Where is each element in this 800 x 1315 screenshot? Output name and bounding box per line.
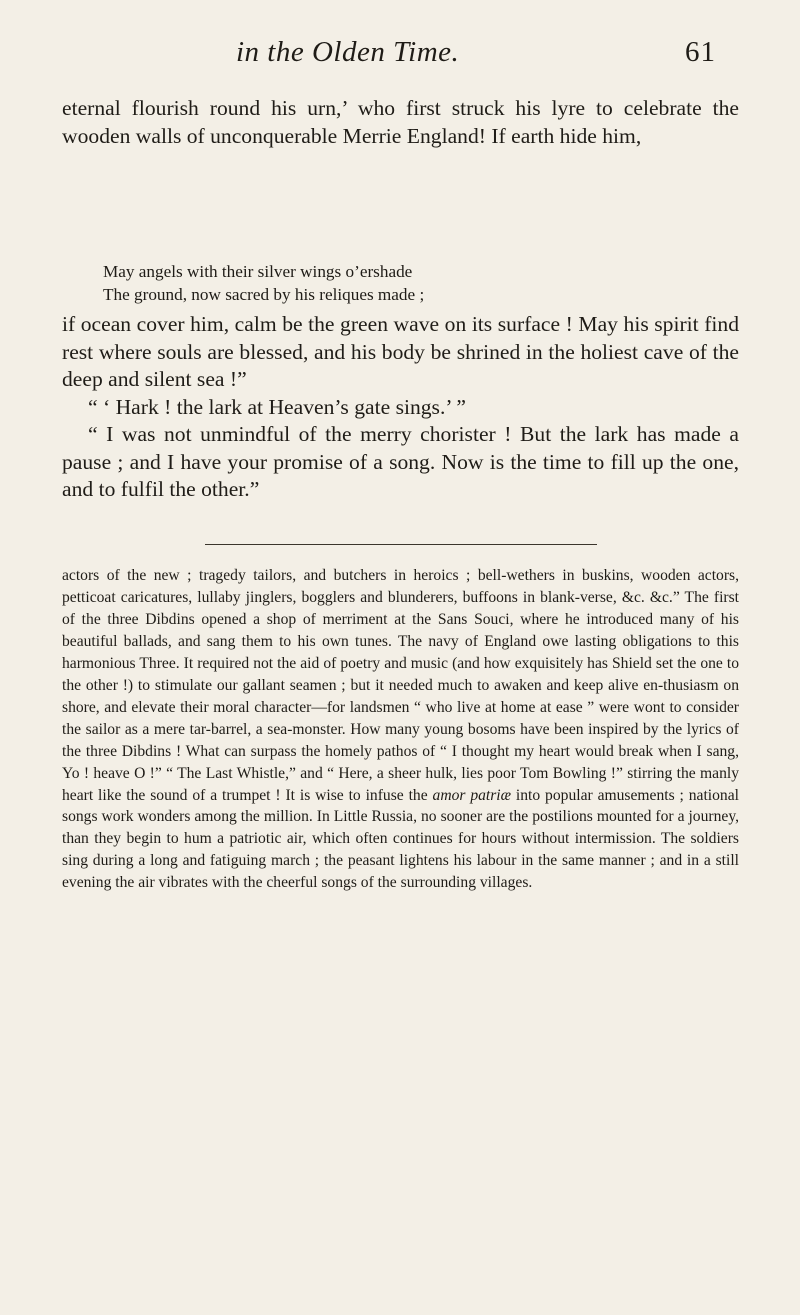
footnote xyxy=(62,565,739,894)
footnote-text xyxy=(62,565,739,894)
body-paragraphs xyxy=(62,311,739,504)
footnote-divider xyxy=(205,544,597,545)
footnote-text-part: actors of the new ; tragedy tailors, and butchers in heroics ; bell-wethers in buskins, wooden actors, petticoat caricatures, lullaby jinglers, bogglers and blunderers, buffoons in blank-verse, &c. &c.” The first of the three Dibdins opened a shop of merriment at the Sans Souci, where he introduced many of his beautiful ballads, and sang them to his own tunes. The navy of England owe lasting obligations to this harmonious Three. It required not the aid of poetry and music (and how exquisitely has Shield set the one to the other !) to stimulate our gallant seamen ; but it needed much to awaken and keep alive en-thusiasm on shore, and elevate their moral character—for landsmen “ who live at home at ease ” were wont to consider the sailor as a mere tar-barrel, a sea-monster. How many young bosoms have been inspired by the lyrics of the three Dibdins ! What can surpass the homely pathos of “ I thought my heart would break when I sang, Yo ! heave O !” “ The Last Whistle,” and “ Here, a sheer hulk, lies poor Tom Bowling !” stirring the manly heart like the sound of a trumpet ! It is wise to infuse the xyxy=(62,567,739,804)
body-paragraph-opening xyxy=(62,95,739,150)
verse-line: The ground, now sacred by his reliques made ; xyxy=(103,285,425,304)
verse-line: May angels with their silver wings o’ershade xyxy=(103,262,413,281)
paragraph-text: “ ‘ Hark ! the lark at Heaven’s gate sings.’ ” xyxy=(88,394,466,419)
paragraph-text: if ocean cover him, calm be the green wave on its surface ! May his spirit find rest where souls are blessed, and his body be shrined in the holiest cave of the deep and silent sea !” xyxy=(62,312,739,391)
footnote-italic-phrase: amor patriæ xyxy=(432,786,512,804)
footnote-text-part: into popular amusements ; national songs work wonders among the million. In Little Russia, no sooner are the postilions mounted for a journey, than they begin to hum a patriotic air, which often continues for hours without intermission. The soldiers sing during a long and fatiguing march ; the peasant lightens his labour in the same manner ; and in a still evening the air vibrates with the cheerful songs of the surrounding villages. xyxy=(62,786,739,892)
paragraph-text: eternal flourish round his urn,’ who first struck his lyre to celebrate the wooden walls of unconquerable Merrie England! If earth hide him, xyxy=(62,96,739,148)
verse-quotation xyxy=(103,260,424,306)
running-title: in the Olden Time. xyxy=(236,36,460,68)
page-number: 61 xyxy=(685,36,716,68)
running-head xyxy=(0,36,800,76)
paragraph-text: “ I was not unmindful of the merry chorister ! But the lark has made a pause ; and I have your promise of a song. Now is the time to fill up the one, and to fulfil the other.” xyxy=(62,422,739,501)
